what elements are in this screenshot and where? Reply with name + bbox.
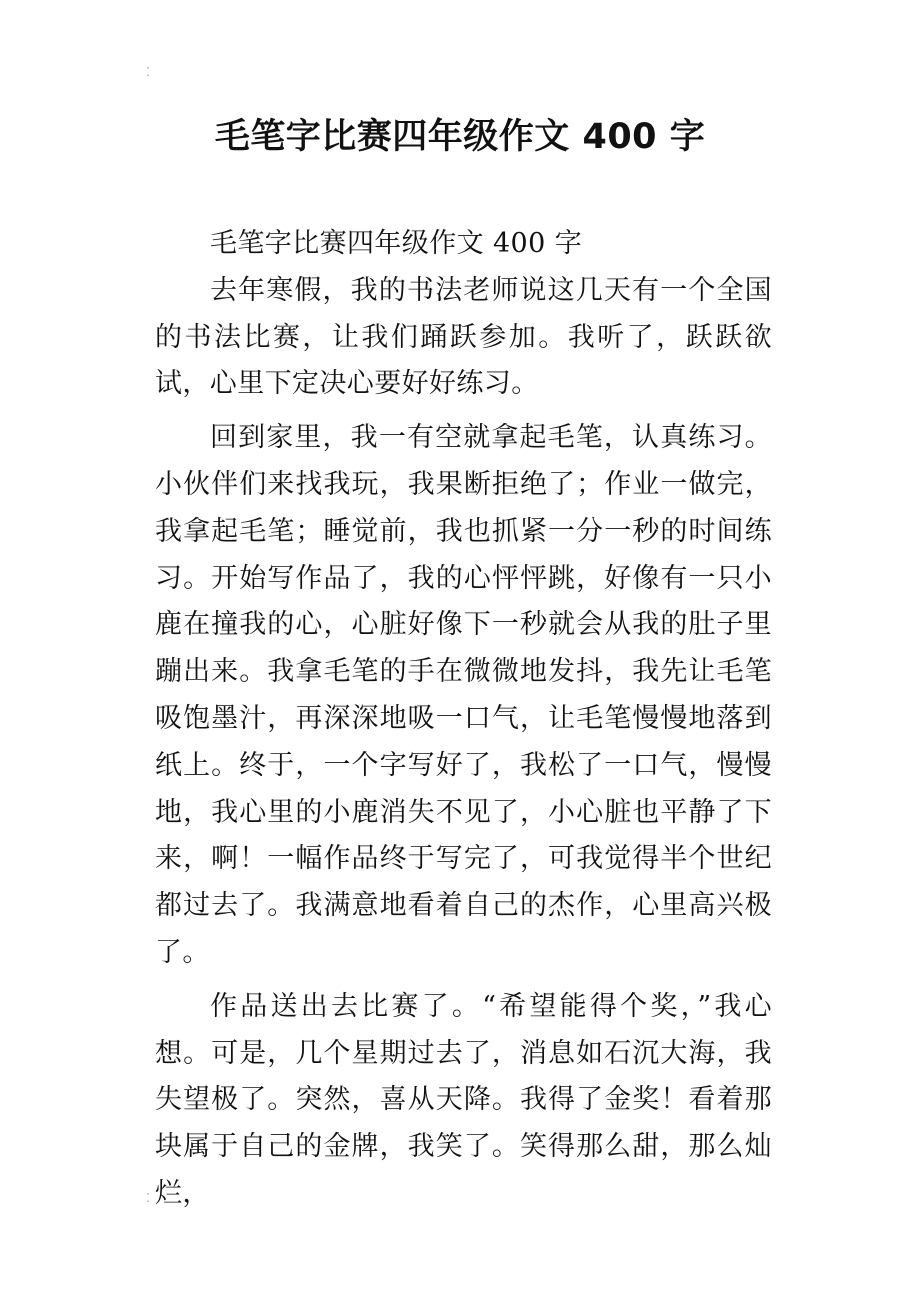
essay-subtitle: 毛笔字比赛四年级作文 400 字 <box>210 228 583 259</box>
corner-crop-mark: ⁚ <box>146 65 150 79</box>
essay-paragraph: 回到家里，我一有空就拿起毛笔，认真练习。小伙伴们来找我玩，我果断拒绝了；作业一做完，我拿起毛笔；睡觉前，我也抓紧一分一秒的时间练习。开始写作品了，我的心怦怦跳，好像有一只小鹿在撞我的心，心脏好像下一秒就会从我的肚子里蹦出来。我拿毛笔的手在微微地发抖，我先让毛笔吸饱墨汁，再深深地吸一口气，让毛笔慢慢地落到纸上。终于，一个字写好了，我松了一口气，慢慢地，我心里的小鹿消失不见了，小心脏也平静了下来，啊！一幅作品终于写完了，可我觉得半个世纪都过去了。我满意地看着自己的杰作，心里高兴极了。 <box>155 422 772 968</box>
corner-crop-mark: ⁚ <box>146 1191 150 1205</box>
page-title: 毛笔字比赛四年级作文 400 字 <box>214 117 706 157</box>
essay-paragraph: 去年寒假，我的书法老师说这几天有一个全国的书法比赛，让我们踊跃参加。我听了，跃跃欲试，心里下定决心要好好练习。 <box>155 274 772 400</box>
essay-body <box>155 221 772 1218</box>
essay-paragraph: 作品送出去比赛了。“希望能得个奖，”我心想。可是，几个星期过去了，消息如石沉大海，我失望极了。突然，喜从天降。我得了金奖！看着那块属于自己的金牌，我笑了。笑得那么甜，那么灿烂， <box>155 990 772 1209</box>
